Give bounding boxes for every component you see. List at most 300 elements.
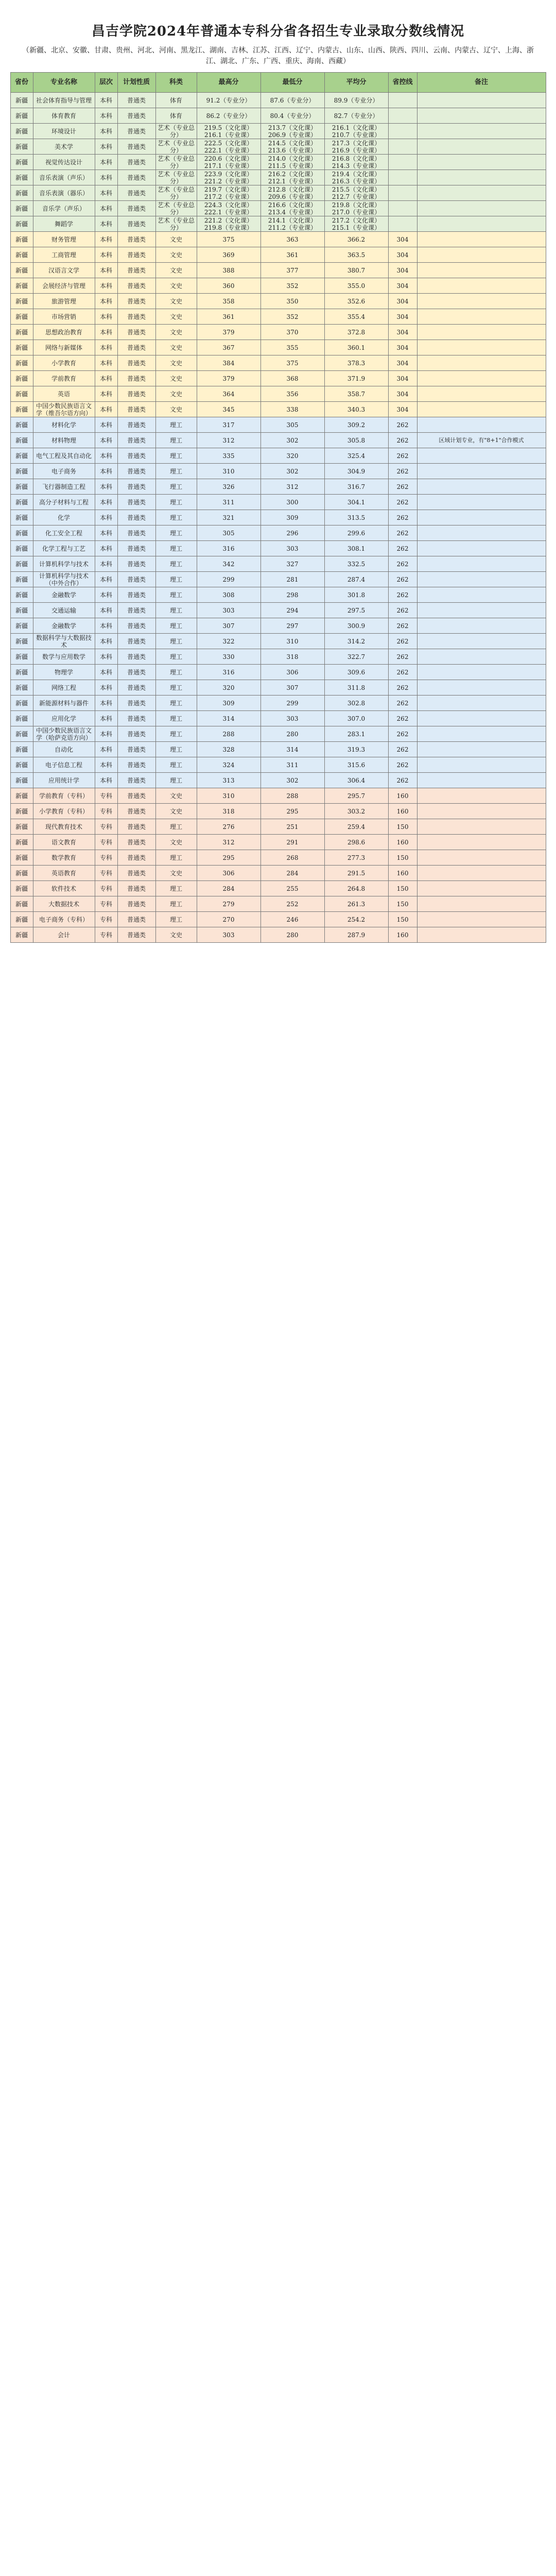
table-cell: 计算机科学与技术（中外合作） (33, 572, 95, 587)
table-cell: 356 (260, 386, 324, 402)
table-cell: 223.9（文化课）221.2（专业课） (197, 170, 260, 185)
table-cell: 舞蹈学 (33, 216, 95, 232)
table-cell: 普通类 (117, 93, 155, 108)
table-cell: 新疆 (10, 665, 33, 680)
table-cell: 本科 (95, 526, 117, 541)
table-cell (388, 216, 417, 232)
table-cell: 309 (197, 696, 260, 711)
table-cell: 普通类 (117, 757, 155, 773)
table-cell: 216.2（文化课）212.1（专业课） (260, 170, 324, 185)
table-cell: 300 (260, 495, 324, 510)
table-cell: 普通类 (117, 788, 155, 804)
table-cell: 新疆 (10, 139, 33, 155)
table-cell: 384 (197, 355, 260, 371)
table-cell: 新疆 (10, 294, 33, 309)
table-cell: 262 (388, 495, 417, 510)
table-cell: 296 (260, 526, 324, 541)
table-cell: 328 (197, 742, 260, 757)
table-cell (417, 232, 546, 247)
table-cell: 本科 (95, 263, 117, 278)
table-cell: 音乐表演（器乐） (33, 185, 95, 201)
table-row (10, 325, 546, 340)
table-cell: 本科 (95, 355, 117, 371)
table-cell: 文史 (155, 386, 197, 402)
table-cell (417, 835, 546, 850)
table-cell: 理工 (155, 773, 197, 788)
table-cell: 学前教育（专科） (33, 788, 95, 804)
table-cell: 本科 (95, 216, 117, 232)
table-cell: 304 (388, 263, 417, 278)
table-cell: 246 (260, 912, 324, 927)
table-cell: 理工 (155, 850, 197, 866)
table-cell: 324 (197, 757, 260, 773)
table-cell: 221.2（文化课）219.8（专业课） (197, 216, 260, 232)
table-cell: 254.2 (324, 912, 388, 927)
table-cell: 理工 (155, 417, 197, 433)
table-cell: 308.1 (324, 541, 388, 556)
table-cell: 普通类 (117, 680, 155, 696)
table-cell: 313 (197, 773, 260, 788)
table-cell: 普通类 (117, 417, 155, 433)
table-cell: 338 (260, 402, 324, 417)
column-header: 省控线 (388, 73, 417, 93)
table-cell: 新疆 (10, 526, 33, 541)
table-cell: 金融数学 (33, 587, 95, 603)
table-cell: 本科 (95, 371, 117, 386)
table-cell: 314 (197, 711, 260, 726)
table-cell: 219.8（文化课）217.0（专业课） (324, 201, 388, 216)
table-cell (417, 386, 546, 402)
table-cell: 理工 (155, 665, 197, 680)
table-cell: 理工 (155, 680, 197, 696)
table-row (10, 263, 546, 278)
table-cell (417, 881, 546, 896)
table-cell: 306 (260, 665, 324, 680)
table-cell (417, 355, 546, 371)
table-cell: 普通类 (117, 835, 155, 850)
column-header: 平均分 (324, 73, 388, 93)
table-cell: 219.5（文化课）216.1（专业课） (197, 124, 260, 139)
table-cell: 新疆 (10, 881, 33, 896)
table-cell: 360.1 (324, 340, 388, 355)
table-cell: 文史 (155, 371, 197, 386)
table-row (10, 556, 546, 572)
table-row (10, 927, 546, 943)
table-cell: 本科 (95, 479, 117, 495)
table-cell: 普通类 (117, 850, 155, 866)
table-cell: 372.8 (324, 325, 388, 340)
table-cell: 网络与新媒体 (33, 340, 95, 355)
table-cell: 专科 (95, 927, 117, 943)
table-cell: 217.3（文化课）216.9（专业课） (324, 139, 388, 155)
table-cell (417, 526, 546, 541)
table-cell: 数学与应用数学 (33, 649, 95, 665)
table-row (10, 649, 546, 665)
table-cell: 普通类 (117, 927, 155, 943)
table-cell: 388 (197, 263, 260, 278)
table-cell: 新疆 (10, 355, 33, 371)
table-cell: 专科 (95, 850, 117, 866)
table-cell: 262 (388, 556, 417, 572)
table-cell: 87.6（专业分） (260, 93, 324, 108)
table-cell: 301.8 (324, 587, 388, 603)
table-cell: 新疆 (10, 93, 33, 108)
table-cell: 214.0（文化课）211.5（专业课） (260, 155, 324, 170)
table-cell (417, 325, 546, 340)
table-cell: 专科 (95, 866, 117, 881)
table-cell: 新疆 (10, 742, 33, 757)
table-cell: 理工 (155, 541, 197, 556)
table-cell: 理工 (155, 572, 197, 587)
table-cell: 思想政治教育 (33, 325, 95, 340)
table-cell: 文史 (155, 263, 197, 278)
table-cell: 区域计划专业，有"8+1"合作模式 (417, 433, 546, 448)
table-cell: 中国少数民族语言文学（哈萨克语方向） (33, 726, 95, 742)
table-row (10, 773, 546, 788)
table-cell (417, 634, 546, 649)
table-cell: 284 (260, 866, 324, 881)
table-cell: 本科 (95, 170, 117, 185)
table-cell (417, 479, 546, 495)
table-cell (417, 108, 546, 124)
table-cell: 本科 (95, 417, 117, 433)
table-cell: 工商管理 (33, 247, 95, 263)
table-cell: 理工 (155, 479, 197, 495)
table-cell: 理工 (155, 649, 197, 665)
page-subtitle: （新疆、北京、安徽、甘肃、贵州、河北、河南、黑龙江、湖南、吉林、江苏、江西、辽宁、内蒙古、山东、山西、陕西、四川、云南、内蒙古、辽宁、上海、浙江、湖北、广东、广西、重庆、海南、西藏） (22, 46, 534, 65)
table-cell: 314 (260, 742, 324, 757)
table-cell: 数学教育 (33, 850, 95, 866)
table-cell (417, 804, 546, 819)
table-cell: 377 (260, 263, 324, 278)
table-cell: 306.4 (324, 773, 388, 788)
table-cell: 新疆 (10, 541, 33, 556)
table-cell (417, 866, 546, 881)
table-cell: 295.7 (324, 788, 388, 804)
table-cell: 普通类 (117, 896, 155, 912)
column-header: 计划性质 (117, 73, 155, 93)
table-row (10, 587, 546, 603)
table-cell: 255 (260, 881, 324, 896)
table-cell (417, 340, 546, 355)
table-cell: 259.4 (324, 819, 388, 835)
table-cell: 新能源材料与器件 (33, 696, 95, 711)
table-cell: 280 (260, 726, 324, 742)
table-cell: 219.4（文化课）216.3（专业课） (324, 170, 388, 185)
column-header: 备注 (417, 73, 546, 93)
table-cell: 305 (197, 526, 260, 541)
table-cell: 普通类 (117, 541, 155, 556)
table-cell: 312 (197, 433, 260, 448)
table-cell: 262 (388, 634, 417, 649)
table-cell: 本科 (95, 464, 117, 479)
table-cell: 224.3（文化课）222.1（专业课） (197, 201, 260, 216)
table-cell: 322.7 (324, 649, 388, 665)
table-cell: 理工 (155, 556, 197, 572)
table-row (10, 696, 546, 711)
table-cell: 304 (388, 340, 417, 355)
table-cell: 262 (388, 526, 417, 541)
table-cell: 专科 (95, 788, 117, 804)
table-cell: 文史 (155, 309, 197, 325)
page (0, 0, 556, 943)
table-cell: 新疆 (10, 556, 33, 572)
table-cell: 319.3 (324, 742, 388, 757)
table-cell: 317 (197, 417, 260, 433)
table-cell (417, 155, 546, 170)
table-row (10, 232, 546, 247)
table-cell: 音乐学（声乐） (33, 201, 95, 216)
table-cell: 304.9 (324, 464, 388, 479)
table-cell: 普通类 (117, 278, 155, 294)
table-cell: 316 (197, 665, 260, 680)
column-header: 省份 (10, 73, 33, 93)
table-cell (388, 139, 417, 155)
table-cell: 311 (260, 757, 324, 773)
table-cell: 150 (388, 896, 417, 912)
table-cell: 普通类 (117, 464, 155, 479)
table-cell: 本科 (95, 696, 117, 711)
table-row (10, 417, 546, 433)
table-cell: 普通类 (117, 325, 155, 340)
table-row (10, 247, 546, 263)
table-row (10, 448, 546, 464)
table-cell: 普通类 (117, 309, 155, 325)
table-cell (417, 216, 546, 232)
table-cell: 新疆 (10, 788, 33, 804)
table-cell: 本科 (95, 448, 117, 464)
table-cell: 375 (260, 355, 324, 371)
table-cell: 380.7 (324, 263, 388, 278)
table-cell: 314.2 (324, 634, 388, 649)
table-row (10, 541, 546, 556)
table-cell: 理工 (155, 726, 197, 742)
table-row (10, 433, 546, 448)
table-cell: 287.9 (324, 927, 388, 943)
table-cell: 专科 (95, 819, 117, 835)
table-cell: 文史 (155, 232, 197, 247)
table-cell: 专科 (95, 896, 117, 912)
table-cell (417, 587, 546, 603)
table-cell: 303 (197, 603, 260, 618)
table-cell: 专科 (95, 881, 117, 896)
table-cell: 软件技术 (33, 881, 95, 896)
table-cell: 普通类 (117, 340, 155, 355)
table-cell: 264.8 (324, 881, 388, 896)
table-cell: 本科 (95, 587, 117, 603)
table-cell: 327 (260, 556, 324, 572)
table-cell (417, 124, 546, 139)
table-row (10, 185, 546, 201)
table-row (10, 572, 546, 587)
table-cell: 本科 (95, 201, 117, 216)
table-cell: 新疆 (10, 170, 33, 185)
table-cell: 普通类 (117, 773, 155, 788)
table-cell: 本科 (95, 541, 117, 556)
column-header: 层次 (95, 73, 117, 93)
table-cell: 305 (260, 417, 324, 433)
table-cell (417, 927, 546, 943)
table-cell: 普通类 (117, 711, 155, 726)
table-cell (417, 696, 546, 711)
table-cell: 297 (260, 618, 324, 634)
table-cell: 普通类 (117, 263, 155, 278)
table-cell: 新疆 (10, 804, 33, 819)
table-cell: 普通类 (117, 603, 155, 618)
table-cell: 普通类 (117, 371, 155, 386)
table-cell: 化学工程与工艺 (33, 541, 95, 556)
table-cell: 160 (388, 788, 417, 804)
table-cell: 本科 (95, 742, 117, 757)
table-cell: 本科 (95, 665, 117, 680)
table-cell: 309.2 (324, 417, 388, 433)
table-cell: 普通类 (117, 881, 155, 896)
table-cell: 302 (260, 433, 324, 448)
table-cell: 262 (388, 433, 417, 448)
table-cell: 普通类 (117, 247, 155, 263)
table-cell: 新疆 (10, 232, 33, 247)
table-cell: 普通类 (117, 433, 155, 448)
table-cell: 新疆 (10, 309, 33, 325)
table-cell (388, 185, 417, 201)
table-cell: 新疆 (10, 479, 33, 495)
table-cell: 80.4（专业分） (260, 108, 324, 124)
table-cell: 理工 (155, 603, 197, 618)
table-cell: 本科 (95, 386, 117, 402)
table-cell: 新疆 (10, 680, 33, 696)
table-cell: 本科 (95, 757, 117, 773)
table-row (10, 108, 546, 124)
table-cell: 216.8（文化课）214.3（专业课） (324, 155, 388, 170)
table-cell: 理工 (155, 495, 197, 510)
table-cell: 310 (197, 464, 260, 479)
table-row (10, 634, 546, 649)
table-cell: 302.8 (324, 696, 388, 711)
table-cell: 音乐表演（声乐） (33, 170, 95, 185)
table-cell: 新疆 (10, 108, 33, 124)
table-cell: 304.1 (324, 495, 388, 510)
table-cell: 普通类 (117, 649, 155, 665)
table-cell: 理工 (155, 618, 197, 634)
table-cell: 理工 (155, 912, 197, 927)
table-cell: 295 (260, 804, 324, 819)
table-cell: 本科 (95, 649, 117, 665)
table-cell: 文史 (155, 402, 197, 417)
table-row (10, 464, 546, 479)
table-cell (417, 665, 546, 680)
table-cell: 本科 (95, 340, 117, 355)
table-cell: 本科 (95, 634, 117, 649)
table-cell: 368 (260, 371, 324, 386)
table-cell: 本科 (95, 232, 117, 247)
table-cell: 303 (260, 541, 324, 556)
table-cell: 本科 (95, 572, 117, 587)
table-cell: 86.2（专业分） (197, 108, 260, 124)
table-cell: 262 (388, 742, 417, 757)
table-cell: 316.7 (324, 479, 388, 495)
column-header: 专业名称 (33, 73, 95, 93)
table-row (10, 355, 546, 371)
table-cell: 212.8（文化课）209.6（专业课） (260, 185, 324, 201)
table-cell (417, 402, 546, 417)
table-cell (417, 819, 546, 835)
table-cell: 303.2 (324, 804, 388, 819)
table-cell: 219.7（文化课）217.2（专业课） (197, 185, 260, 201)
table-cell: 本科 (95, 325, 117, 340)
table-cell: 理工 (155, 819, 197, 835)
table-cell: 普通类 (117, 526, 155, 541)
table-row (10, 896, 546, 912)
table-body (10, 93, 546, 943)
table-cell: 262 (388, 510, 417, 526)
table-cell: 社会体育指导与管理 (33, 93, 95, 108)
table-cell: 352 (260, 309, 324, 325)
table-cell: 新疆 (10, 587, 33, 603)
table-cell: 理工 (155, 896, 197, 912)
table-row (10, 866, 546, 881)
table-cell: 新疆 (10, 247, 33, 263)
table-cell: 新疆 (10, 185, 33, 201)
table-cell (417, 448, 546, 464)
table-cell: 261.3 (324, 896, 388, 912)
table-cell: 本科 (95, 155, 117, 170)
table-cell: 283.1 (324, 726, 388, 742)
table-cell (417, 896, 546, 912)
table-cell: 普通类 (117, 804, 155, 819)
table-cell: 262 (388, 479, 417, 495)
table-cell: 中国少数民族语言文学（维吾尔语方向） (33, 402, 95, 417)
table-cell: 理工 (155, 587, 197, 603)
table-cell: 307 (260, 680, 324, 696)
table-cell: 文史 (155, 355, 197, 371)
table-cell: 298 (260, 587, 324, 603)
table-cell: 普通类 (117, 665, 155, 680)
table-cell: 艺术（专业总分） (155, 185, 197, 201)
table-row (10, 881, 546, 896)
table-cell: 215.5（文化课）212.7（专业课） (324, 185, 388, 201)
table-cell: 普通类 (117, 618, 155, 634)
table-cell: 文史 (155, 247, 197, 263)
table-cell: 艺术（专业总分） (155, 155, 197, 170)
table-cell (417, 711, 546, 726)
table-cell: 文史 (155, 294, 197, 309)
table-cell: 文史 (155, 278, 197, 294)
table-cell: 普通类 (117, 510, 155, 526)
table-cell: 262 (388, 726, 417, 742)
table-cell: 288 (197, 726, 260, 742)
table-cell: 335 (197, 448, 260, 464)
table-cell: 新疆 (10, 835, 33, 850)
table-cell: 295 (197, 850, 260, 866)
table-cell: 美术学 (33, 139, 95, 155)
table-cell: 378.3 (324, 355, 388, 371)
table-cell: 文史 (155, 866, 197, 881)
table-cell (417, 278, 546, 294)
table-cell: 361 (260, 247, 324, 263)
table-cell (417, 572, 546, 587)
table-cell (388, 108, 417, 124)
table-cell: 网络工程 (33, 680, 95, 696)
table-cell: 新疆 (10, 464, 33, 479)
table-cell (417, 93, 546, 108)
table-row (10, 835, 546, 850)
table-cell: 332.5 (324, 556, 388, 572)
table-cell: 311.8 (324, 680, 388, 696)
table-cell: 262 (388, 680, 417, 696)
table-cell: 299 (260, 696, 324, 711)
table-cell: 342 (197, 556, 260, 572)
table-cell: 新疆 (10, 634, 33, 649)
